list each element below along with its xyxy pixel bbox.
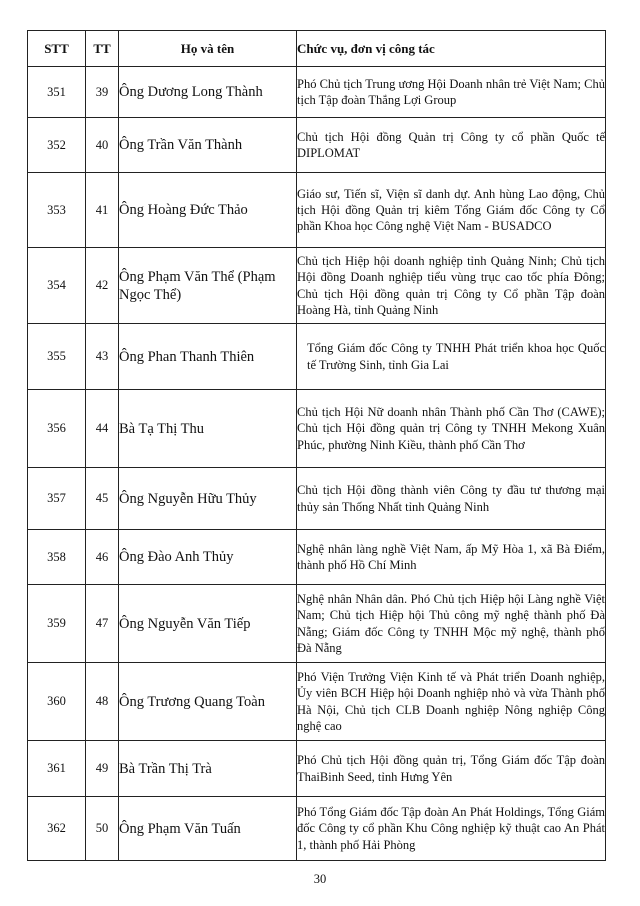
cell-position: Phó Chủ tịch Hội đồng quản trị, Tổng Giám đốc Tập đoàn ThaiBinh Seed, tỉnh Hưng Yên [297,741,606,797]
cell-position: Nghệ nhân Nhân dân. Phó Chủ tịch Hiệp hội Làng nghề Việt Nam; Chủ tịch Hiệp hội Thủ công mỹ nghệ thành phố Đà Nẵng; Giám đốc Công ty TNHH Mộc mỹ nghệ, thành phố Đà Nẵng [297,585,606,663]
cell-stt: 356 [28,390,86,468]
cell-position: Giáo sư, Tiến sĩ, Viện sĩ danh dự. Anh hùng Lao động, Chủ tịch Hội đồng Quản trị kiêm Tổng Giám đốc Công ty Cổ phần Khoa học Công nghệ Việt Nam - BUSADCO [297,173,606,248]
cell-tt: 47 [86,585,119,663]
cell-tt: 40 [86,118,119,173]
cell-stt: 354 [28,248,86,324]
cell-stt: 359 [28,585,86,663]
header-position: Chức vụ, đơn vị công tác [297,31,606,67]
table-row [28,67,606,118]
table-row [28,248,606,324]
cell-stt: 353 [28,173,86,248]
table-header-row [28,31,606,67]
cell-stt: 351 [28,67,86,118]
table-row [28,468,606,530]
cell-stt: 362 [28,797,86,861]
cell-name: Ông Phạm Văn Tuấn [119,797,297,861]
cell-position: Chủ tịch Hội đồng thành viên Công ty đầu tư thương mại thủy sản Thống Nhất tỉnh Quảng Ninh [297,468,606,530]
cell-tt: 41 [86,173,119,248]
cell-stt: 360 [28,663,86,741]
table-row [28,324,606,390]
cell-tt: 39 [86,67,119,118]
cell-name: Ông Phạm Văn Thể (Phạm Ngọc Thể) [119,248,297,324]
cell-name: Ông Trần Văn Thành [119,118,297,173]
cell-name: Ông Hoàng Đức Thảo [119,173,297,248]
cell-name: Ông Nguyễn Hữu Thủy [119,468,297,530]
table-row [28,390,606,468]
header-tt: TT [86,31,119,67]
cell-tt: 48 [86,663,119,741]
cell-name: Ông Trương Quang Toàn [119,663,297,741]
cell-position: Tổng Giám đốc Công ty TNHH Phát triển khoa học Quốc tế Trường Sinh, tỉnh Gia Lai [297,324,606,390]
table-row [28,118,606,173]
table-row [28,585,606,663]
cell-stt: 355 [28,324,86,390]
table-row [28,663,606,741]
cell-tt: 46 [86,530,119,585]
header-stt: STT [28,31,86,67]
cell-name: Ông Đào Anh Thủy [119,530,297,585]
table-row [28,741,606,797]
cell-position: Phó Viện Trưởng Viện Kinh tế và Phát triển Doanh nghiệp, Ủy viên BCH Hiệp hội Doanh nghiệp nhỏ và vừa Thành phố Hà Nội, Chủ tịch CLB Doanh nghiệp Nông nghiệp Công nghệ cao [297,663,606,741]
cell-stt: 357 [28,468,86,530]
cell-position: Chủ tịch Hiệp hội doanh nghiệp tỉnh Quảng Ninh; Chủ tịch Hội đồng Doanh nghiệp tiểu vùng trục cao tốc phía Đông; Chủ tịch Hội đồng quản trị Công ty Cổ phần Tập đoàn Hoàng Hà, tỉnh Quảng Ninh [297,248,606,324]
cell-stt: 361 [28,741,86,797]
award-list-table [27,30,606,861]
table-row [28,797,606,861]
table-row [28,173,606,248]
cell-tt: 43 [86,324,119,390]
cell-name: Bà Trần Thị Trà [119,741,297,797]
cell-stt: 352 [28,118,86,173]
cell-name: Ông Dương Long Thành [119,67,297,118]
cell-position: Phó Chủ tịch Trung ương Hội Doanh nhân trẻ Việt Nam; Chủ tịch Tập đoàn Thắng Lợi Group [297,67,606,118]
cell-position: Phó Tổng Giám đốc Tập đoàn An Phát Holdings, Tổng Giám đốc Công ty cổ phần Khu Công nghiệp kỹ thuật cao An Phát 1, thành phố Hải Phòng [297,797,606,861]
header-name: Họ và tên [119,31,297,67]
cell-tt: 50 [86,797,119,861]
cell-name: Ông Phan Thanh Thiên [119,324,297,390]
cell-tt: 49 [86,741,119,797]
cell-name: Bà Tạ Thị Thu [119,390,297,468]
cell-position: Nghệ nhân làng nghề Việt Nam, ấp Mỹ Hòa 1, xã Bà Điểm, thành phố Hồ Chí Minh [297,530,606,585]
cell-tt: 44 [86,390,119,468]
table-row [28,530,606,585]
cell-position: Chủ tịch Hội Nữ doanh nhân Thành phố Cần Thơ (CAWE); Chủ tịch Hội đồng quản trị Công ty TNHH Mekong Xuân Phúc, phường Ninh Kiều, thành phố Cần Thơ [297,390,606,468]
cell-stt: 358 [28,530,86,585]
page-number: 30 [313,872,327,886]
cell-position: Chủ tịch Hội đồng Quản trị Công ty cổ phần Quốc tế DIPLOMAT [297,118,606,173]
cell-name: Ông Nguyễn Văn Tiếp [119,585,297,663]
cell-tt: 45 [86,468,119,530]
cell-tt: 42 [86,248,119,324]
